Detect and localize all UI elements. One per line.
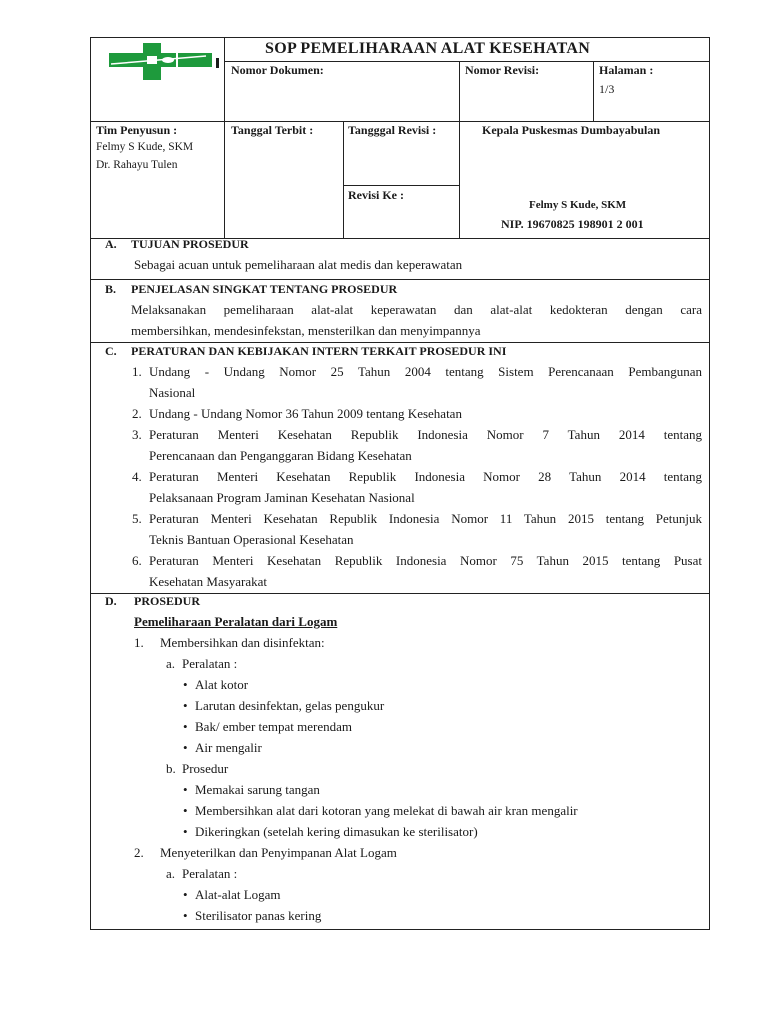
header-divider-tanggal [343, 121, 344, 238]
substep-title: Prosedur [182, 761, 229, 776]
kepala-nip: NIP. 19670825 198901 2 001 [501, 217, 644, 231]
substep-title: Peralatan : [182, 656, 238, 671]
list-item: Sterilisator panas kering [195, 908, 322, 923]
bullet-icon: • [183, 887, 188, 902]
bullet-icon: • [183, 908, 188, 923]
tanggal-revisi-label: Tangggal Revisi : [348, 123, 437, 137]
section-b-heading: PENJELASAN SINGKAT TENTANG PROSEDUR [131, 282, 398, 296]
table-border-bottom [90, 929, 710, 930]
list-item: Bak/ ember tempat merendam [195, 719, 353, 734]
header-divider-revisi [459, 61, 460, 238]
list-item: Alat-alat Logam [195, 887, 281, 902]
regulation-line: Nasional [149, 385, 196, 400]
tim-penyusun-member: Felmy S Kude, SKM [96, 141, 194, 153]
kepala-puskesmas-label: Kepala Puskesmas Dumbayabulan [482, 123, 661, 137]
halaman-label: Halaman : [599, 63, 654, 77]
regulation-number: 3. [132, 427, 142, 442]
table-border-top [90, 37, 710, 38]
section-b-line: membersihkan, mendesinfekstan, mensterilkan dan menyimpannya [131, 323, 481, 338]
list-item: Air mengalir [195, 740, 262, 755]
header-revisike-divider [343, 185, 460, 186]
step-title: Menyeterilkan dan Penyimpanan Alat Logam [160, 845, 397, 860]
regulation-number: 2. [132, 406, 142, 421]
halaman-value: 1/3 [599, 82, 615, 96]
header-row2-divider [90, 121, 710, 122]
list-item: Membersihkan alat dari kotoran yang melekat di bawah air kran mengalir [195, 803, 578, 818]
header-divider-logo [224, 37, 225, 238]
bullet-icon: • [183, 803, 188, 818]
bullet-icon: • [183, 782, 188, 797]
regulation-line: Teknis Bantuan Operasional Kesehatan [149, 532, 354, 547]
step-number: 1. [134, 635, 144, 650]
section-b-divider [90, 342, 710, 343]
regulation-number: 6. [132, 553, 142, 568]
regulation-line: Perencanaan dan Penganggaran Bidang Kesehatan [149, 448, 412, 463]
section-c-letter: C. [105, 344, 117, 358]
tim-penyusun-member: Dr. Rahayu Tulen [96, 159, 178, 171]
header-divider-halaman [593, 61, 594, 121]
substep-label: a. [166, 656, 176, 671]
document-title: SOP PEMELIHARAAN ALAT KESEHATAN [265, 40, 591, 57]
regulation-line: Peraturan Menteri Kesehatan Republik Indonesia Nomor 11 Tahun 2015 tentang Petunjuk [149, 511, 702, 526]
table-border-left [90, 37, 91, 930]
revisi-ke-label: Revisi Ke : [348, 188, 404, 202]
nomor-revisi-label: Nomor Revisi: [465, 63, 540, 77]
list-item: Memakai sarung tangan [195, 782, 320, 797]
bullet-icon: • [183, 677, 188, 692]
section-a-divider [90, 279, 710, 280]
substep-label: b. [166, 761, 176, 776]
section-a-letter: A. [105, 237, 117, 251]
regulation-line: Kesehatan Masyarakat [149, 574, 268, 589]
section-d-letter: D. [105, 594, 117, 608]
regulation-line: Peraturan Menteri Kesehatan Republik Indonesia Nomor 28 Tahun 2014 tentang [149, 469, 702, 484]
bullet-icon: • [183, 698, 188, 713]
regulation-number: 4. [132, 469, 142, 484]
nomor-dokumen-label: Nomor Dokumen: [231, 63, 324, 77]
bullet-icon: • [183, 719, 188, 734]
table-border-right [709, 37, 710, 930]
list-item: Larutan desinfektan, gelas pengukur [195, 698, 385, 713]
health-cross-logo-icon [106, 40, 222, 84]
regulation-line: Pelaksanaan Program Jaminan Kesehatan Nasional [149, 490, 415, 505]
section-a-text: Sebagai acuan untuk pemeliharaan alat medis dan keperawatan [134, 257, 463, 272]
section-d-heading: PROSEDUR [134, 594, 201, 608]
regulation-line: Undang - Undang Nomor 36 Tahun 2009 tentang Kesehatan [149, 406, 462, 421]
section-c-heading: PERATURAN DAN KEBIJAKAN INTERN TERKAIT PROSEDUR INI [131, 344, 507, 358]
list-item: Alat kotor [195, 677, 249, 692]
bullet-icon: • [183, 824, 188, 839]
step-number: 2. [134, 845, 144, 860]
tanggal-terbit-label: Tanggal Terbit : [231, 123, 314, 137]
substep-title: Peralatan : [182, 866, 238, 881]
regulation-line: Peraturan Menteri Kesehatan Republik Indonesia Nomor 7 Tahun 2014 tentang [149, 427, 702, 442]
regulation-line: Peraturan Menteri Kesehatan Republik Indonesia Nomor 75 Tahun 2015 tentang Pusat [149, 553, 702, 568]
step-title: Membersihkan dan disinfektan: [160, 635, 325, 650]
regulation-number: 5. [132, 511, 142, 526]
list-item: Dikeringkan (setelah kering dimasukan ke sterilisator) [195, 824, 478, 839]
bullet-icon: • [183, 740, 188, 755]
section-a-heading: TUJUAN PROSEDUR [131, 237, 249, 251]
section-b-letter: B. [105, 282, 117, 296]
kepala-name: Felmy S Kude, SKM [529, 199, 627, 211]
substep-label: a. [166, 866, 176, 881]
tim-penyusun-label: Tim Penyusun : [96, 123, 178, 137]
section-b-line: Melaksanakan pemeliharaan alat-alat keperawatan dan alat-alat kedokteran dengan cara [131, 302, 702, 317]
regulation-line: Undang - Undang Nomor 25 Tahun 2004 tentang Sistem Perencanaan Pembangunan [149, 364, 702, 379]
header-row1-divider [224, 61, 710, 62]
section-d-subheading: Pemeliharaan Peralatan dari Logam [134, 614, 338, 629]
regulation-number: 1. [132, 364, 142, 379]
